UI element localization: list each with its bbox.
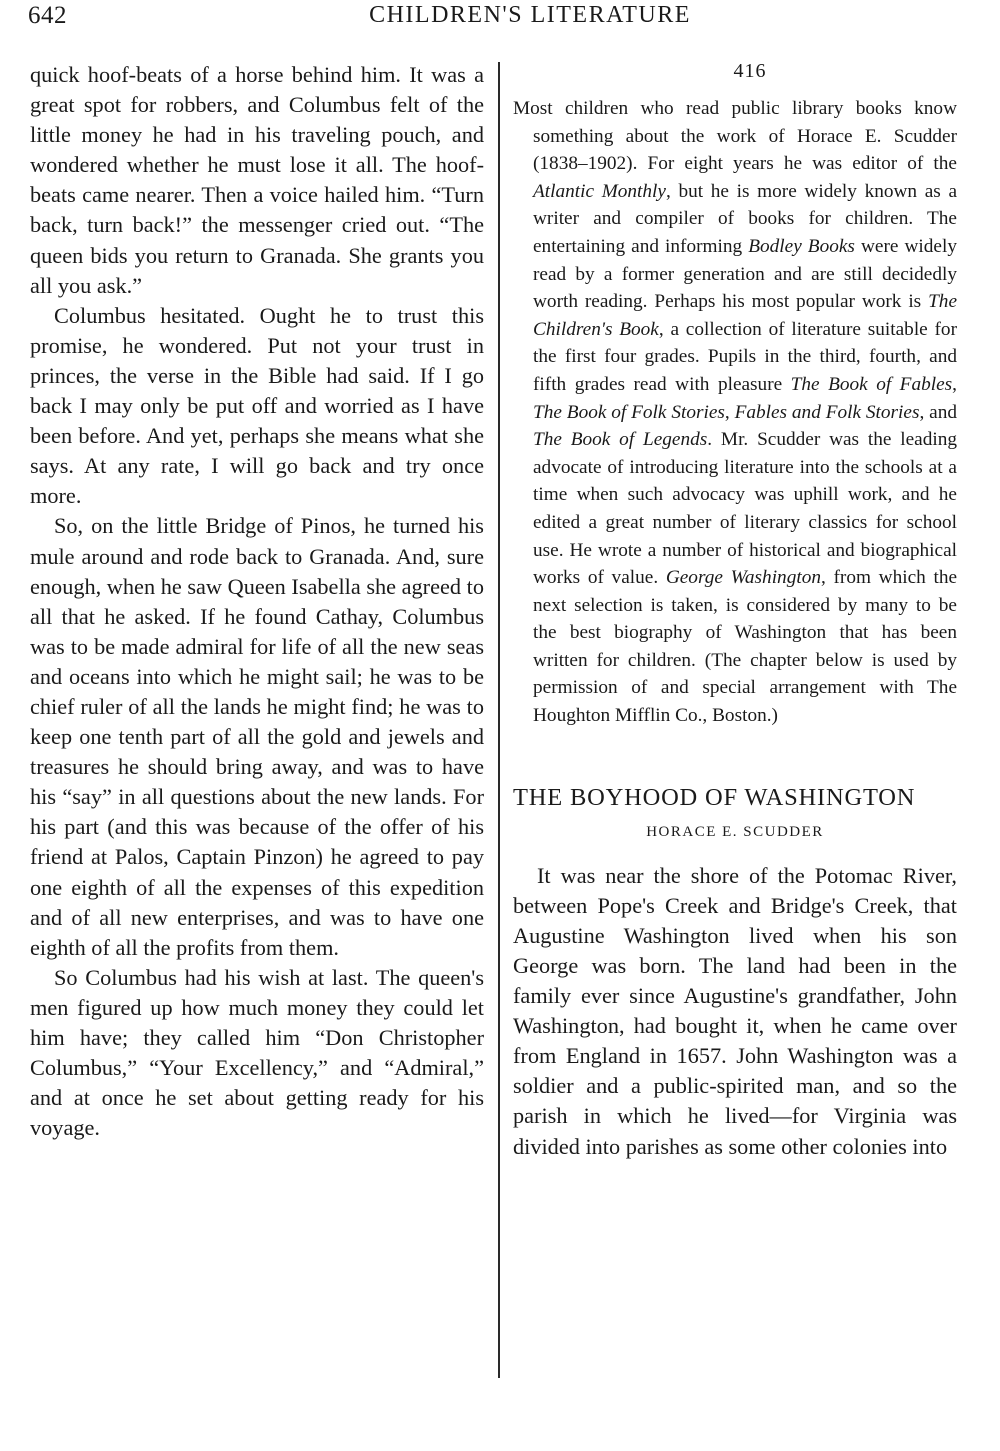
story-body [513, 861, 957, 1162]
left-paragraph-3: So, on the little Bridge of Pinos, he turned his mule around and rode back to Granada. And, sure enough, when he saw Queen Isabella she agreed to all that he asked. If he found Cathay, Columbus was to be made admiral for life of all the new seas and oceans into which he might sail; he was to be chief ruler of all the lands he might find; he was to keep one tenth part of all the gold and jewels and treasures he should bring away, and was to have his “say” in all questions about the new lands. For his part (and this was because of the offer of his friend at Palos, Captain Pinzon) he agreed to pay one eighth of all the expenses of this expedition and of all new enterprises, and was to have one eighth of all the profits from them. [30, 513, 484, 960]
left-paragraph-4: So Columbus had his wish at last. The queen's men figured up how much money they could let him have; they called him “Don Christopher Columbus,” “Your Excellency,” and “Admiral,” and at once he set about getting ready for his voyage. [30, 964, 484, 1141]
note-text: , and [919, 401, 957, 423]
story-author: HORACE E. SCUDDER [646, 823, 824, 840]
running-head [0, 2, 1000, 36]
story-paragraph-1: It was near the shore of the Potomac River, between Pope's Creek and Bridge's Creek, that Augustine Washington lived when his son George was born. The land had been in the family ever since Augustine's grandfather, John Washington, had bought it, when he came over from England in 1657. John Washington was a soldier and a public-spirited man, and so the parish in which he lived—for Virginia was divided into parishes as some other colonies into [513, 862, 957, 1159]
left-column [30, 60, 484, 1143]
right-column [513, 60, 957, 1162]
note-text: , a collection of literature suitable for the first four grades. Pupils in the third, fourth, and fifth grades read with pleasure [533, 318, 957, 395]
column-divider [498, 62, 500, 1378]
note-number: 416 [733, 60, 767, 82]
story-title: THE BOYHOOD OF WASHINGTON [513, 783, 916, 811]
author-note [513, 95, 957, 730]
left-paragraph-2: Columbus hesitated. Ought he to trust this promise, he wondered. Put not your trust in princes, the verse in the Bible had said. If I go back I may only be put off and worried as I have been before. And yet, perhaps she means what she says. At any rate, I will go back and try once more. [30, 302, 484, 509]
note-text: , from which the next selection is taken, is considered by many to be the best biography of Washington that has been written for children. (The chapter below is used by permission of and special arrangement with The Houghton Mifflin Co., Boston.) [533, 567, 958, 727]
running-title: CHILDREN'S LITERATURE [369, 2, 691, 28]
note-title-book-of-folk-stories: The Book of Folk Stories [533, 401, 725, 423]
note-paragraph [513, 95, 957, 730]
note-title-childrens-book: The Children's Book [533, 291, 957, 340]
note-text: . Mr. Scudder was the leading advocate of introducing literature into the schools at a time when such advocacy was uphill work, and he edited a great number of literary classics for school use. He wrote a number of historical and biographical works of value. [533, 429, 958, 589]
note-title-george-washington: George Washington [665, 567, 821, 589]
note-text: Most children who read public library books know something about the work of Horace E. Scudder (1838–1902). For eight years he was editor of the [513, 98, 957, 175]
note-title-atlantic-monthly: Atlantic Monthly [533, 180, 666, 202]
note-text: , [724, 401, 735, 423]
left-paragraph-1: quick hoof-beats of a horse behind him. It was a great spot for robbers, and Columbus felt of the little money he had in his traveling pouch, and wondered whether he must lose it all. The hoof-beats came nearer. Then a voice hailed him. “Turn back, turn back!” the messenger cried out. “The queen bids you return to Granada. She grants you all you ask.” [30, 62, 484, 298]
note-title-book-of-legends: The Book of Legends [533, 429, 708, 451]
note-title-fables-and-folk-stories: Fables and Folk Stories [734, 401, 920, 423]
note-title-bodley-books: Bodley Books [748, 235, 855, 257]
note-title-book-of-fables: The Book of Fables [790, 373, 953, 395]
note-text: were widely read by a former generation and are still decidedly worth reading. Perhaps his most popular work is [533, 235, 957, 313]
page-number: 642 [28, 2, 67, 29]
note-text: , but he is more widely known as a writer and compiler of books for children. The entertaining and informing [533, 180, 957, 257]
note-text: , [952, 373, 957, 395]
